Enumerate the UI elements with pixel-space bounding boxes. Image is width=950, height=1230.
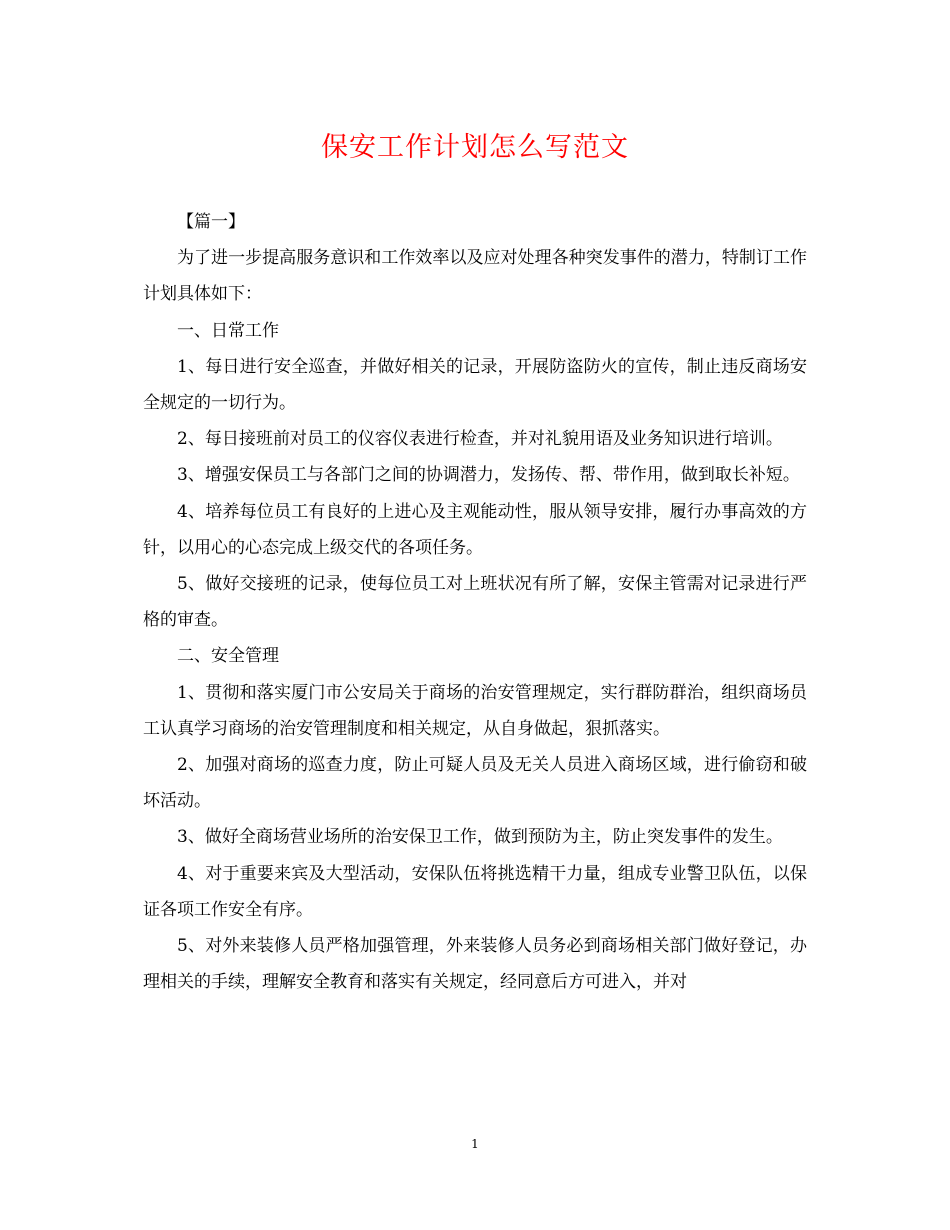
document-body bbox=[143, 204, 807, 1000]
page-number: 1 bbox=[471, 1137, 479, 1151]
safety-item-3: 3、做好全商场营业场所的治安保卫工作，做到预防为主，防止突发事件的发生。 bbox=[177, 827, 783, 848]
section-heading-daily-work: 一、日常工作 bbox=[177, 320, 279, 341]
section-heading-safety-management: 二、安全管理 bbox=[177, 646, 279, 667]
section-heading-part-one: 【篇一】 bbox=[177, 212, 245, 232]
daily-work-item-2: 2、每日接班前对员工的仪容仪表进行检查，并对礼貌用语及业务知识进行培训。 bbox=[177, 429, 783, 450]
intro-paragraph: 为了进一步提高服务意识和工作效率以及应对处理各种突发事件的潜力，特制订工作计划具体如下： bbox=[143, 248, 807, 305]
daily-work-item-5: 5、做好交接班的记录，使每位员工对上班状况有所了解，安保主管需对记录进行严格的审查。 bbox=[143, 574, 807, 631]
daily-work-item-1: 1、每日进行安全巡查，并做好相关的记录，开展防盗防火的宣传，制止违反商场安全规定的一切行为。 bbox=[143, 356, 807, 414]
document-title: 保安工作计划怎么写范文 bbox=[321, 132, 629, 163]
daily-work-item-4: 4、培养每位员工有良好的上进心及主观能动性，服从领导安排，履行办事高效的方针，以用心的心态完成上级交代的各项任务。 bbox=[143, 501, 807, 558]
safety-item-5: 5、对外来装修人员严格加强管理，外来装修人员务必到商场相关部门做好登记，办理相关的手续，理解安全教育和落实有关规定，经同意后方可进入，并对 bbox=[143, 936, 807, 993]
safety-item-2: 2、加强对商场的巡查力度，防止可疑人员及无关人员进入商场区域，进行偷窃和破坏活动。 bbox=[143, 755, 807, 812]
safety-item-4: 4、对于重要来宾及大型活动，安保队伍将挑选精干力量，组成专业警卫队伍，以保证各项工作安全有序。 bbox=[143, 863, 807, 920]
daily-work-item-3: 3、增强安保员工与各部门之间的协调潜力，发扬传、帮、带作用，做到取长补短。 bbox=[177, 465, 800, 486]
safety-item-1: 1、贯彻和落实厦门市公安局关于商场的治安管理规定，实行群防群治，组织商场员工认真学习商场的治安管理制度和相关规定，从自身做起，狠抓落实。 bbox=[143, 682, 807, 739]
